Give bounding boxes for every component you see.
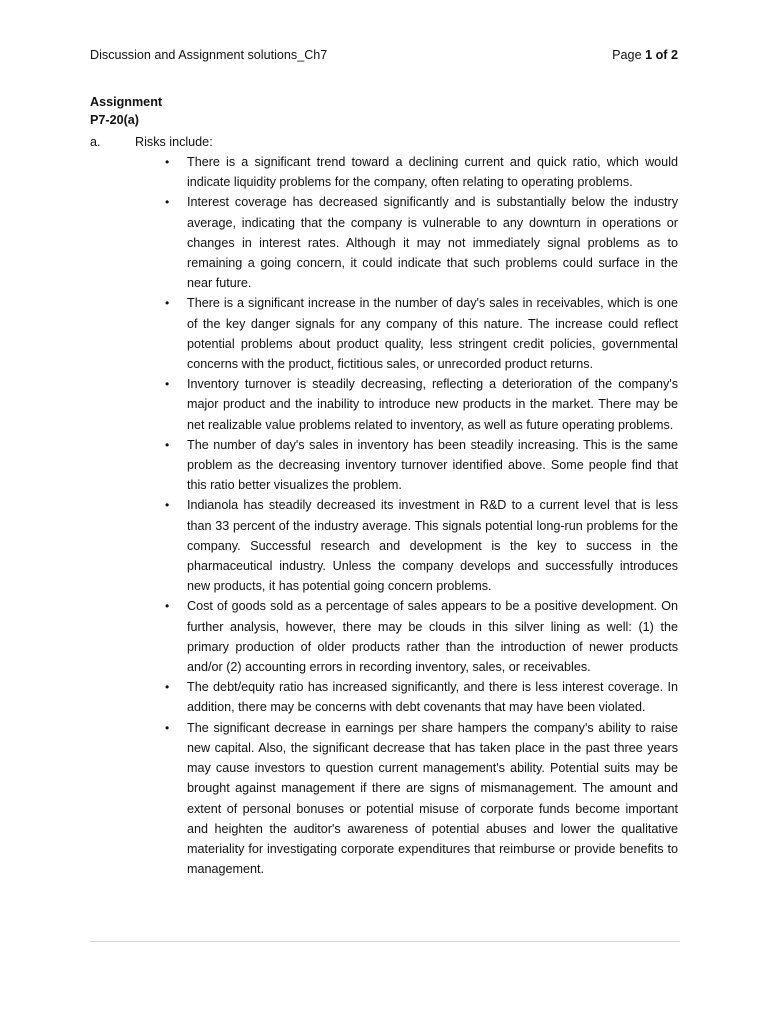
- list-item: [165, 495, 678, 596]
- assignment-heading: Assignment: [90, 95, 163, 109]
- list-item-text: Cost of goods sold as a percentage of sales appears to be a positive development. On further analysis, however, there may be clouds in this silver lining as well: (1) the primary production of older products rather than the introduction of newer products and/or (2) accounting errors in recording inventory, sales, or receivables.: [187, 599, 678, 675]
- bullet-icon: •: [165, 296, 170, 311]
- bullet-icon: •: [165, 437, 170, 452]
- list-item-text: Inventory turnover is steadily decreasing, reflecting a deterioration of the company's major product and the inability to introduce new products in the market. There may be net realizable value problems related to inventory, as well as future operating problems.: [187, 377, 678, 432]
- bullet-icon: •: [165, 155, 170, 169]
- list-item: [165, 293, 678, 374]
- problem-heading: P7-20(a): [90, 113, 139, 127]
- list-item-text: Interest coverage has decreased significantly and is substantially below the industry average, indicating that the company is vulnerable to any downturn in operations or changes in interest rates. Although it may not immediately signal problems as to remaining a going concern, it could indicate that such problems could surface in the near future.: [187, 195, 678, 291]
- assignment-headings: [90, 93, 162, 129]
- list-item-text: There is a significant increase in the number of day's sales in receivables, which is one of the key danger signals for any company of this nature. The increase could reflect potential problems about product quality, less stringent credit policies, governmental concerns with the product, fictitious sales, or unrecorded product returns.: [187, 296, 678, 372]
- list-item: [165, 718, 678, 880]
- list-item: [165, 677, 678, 717]
- page-current: 1: [645, 48, 653, 62]
- section-title: Risks include:: [135, 135, 213, 149]
- document-title: Discussion and Assignment solutions_Ch7: [90, 48, 328, 62]
- bullet-icon: •: [165, 680, 170, 695]
- bullet-icon: •: [165, 377, 170, 392]
- list-item-text: The number of day's sales in inventory has been steadily increasing. This is the same problem as the decreasing inventory turnover identified above. Some people find that this ratio better visualizes the problem.: [187, 437, 678, 493]
- list-item-text: Indianola has steadily decreased its investment in R&D to a current level that is less than 33 percent of the industry average. This signals potential long-run problems for the company. Successful research and development is the key to success in the pharmaceutical industry. Unless the company develops and successfully introduces new products, it has potential going concern problems.: [187, 498, 678, 594]
- page-number: [612, 46, 678, 64]
- list-item: [165, 596, 678, 677]
- list-item: [165, 192, 678, 293]
- risk-list: [165, 152, 678, 879]
- section-label: [90, 133, 678, 151]
- bullet-icon: •: [165, 599, 170, 614]
- list-item-text: The debt/equity ratio has increased significantly, and there is less interest coverage. In addition, there may be concerns with debt covenants that may have been violated.: [187, 680, 678, 715]
- list-item-text: There is a significant trend toward a declining current and quick ratio, which would indicate liquidity problems for the company, often relating to operating problems.: [187, 155, 678, 190]
- list-item: [165, 374, 678, 435]
- list-item-text: The significant decrease in earnings per share hampers the company's ability to raise new capital. Also, the significant decrease that has taken place in the past three years may cause investors to question current management's ability. Potential suits may be brought against management if there are signs of mismanagement. The amount and extent of personal bonuses or potential misuse of corporate funds become important and heighten the auditor's awareness of potential abuses and lower the qualitative materiality for investigating corporate expenditures that reimburse or provide benefits to management.: [187, 720, 678, 877]
- bullet-icon: •: [165, 720, 170, 735]
- page-word: Page: [612, 48, 642, 62]
- list-item: [165, 435, 678, 496]
- section-letter: a.: [90, 135, 101, 149]
- page-of: of: [655, 48, 668, 62]
- bullet-icon: •: [165, 195, 170, 210]
- footer-divider: [90, 941, 680, 942]
- list-item: [165, 152, 678, 192]
- page-total: 2: [670, 48, 678, 62]
- bullet-icon: •: [165, 498, 170, 513]
- page-header: [90, 46, 678, 64]
